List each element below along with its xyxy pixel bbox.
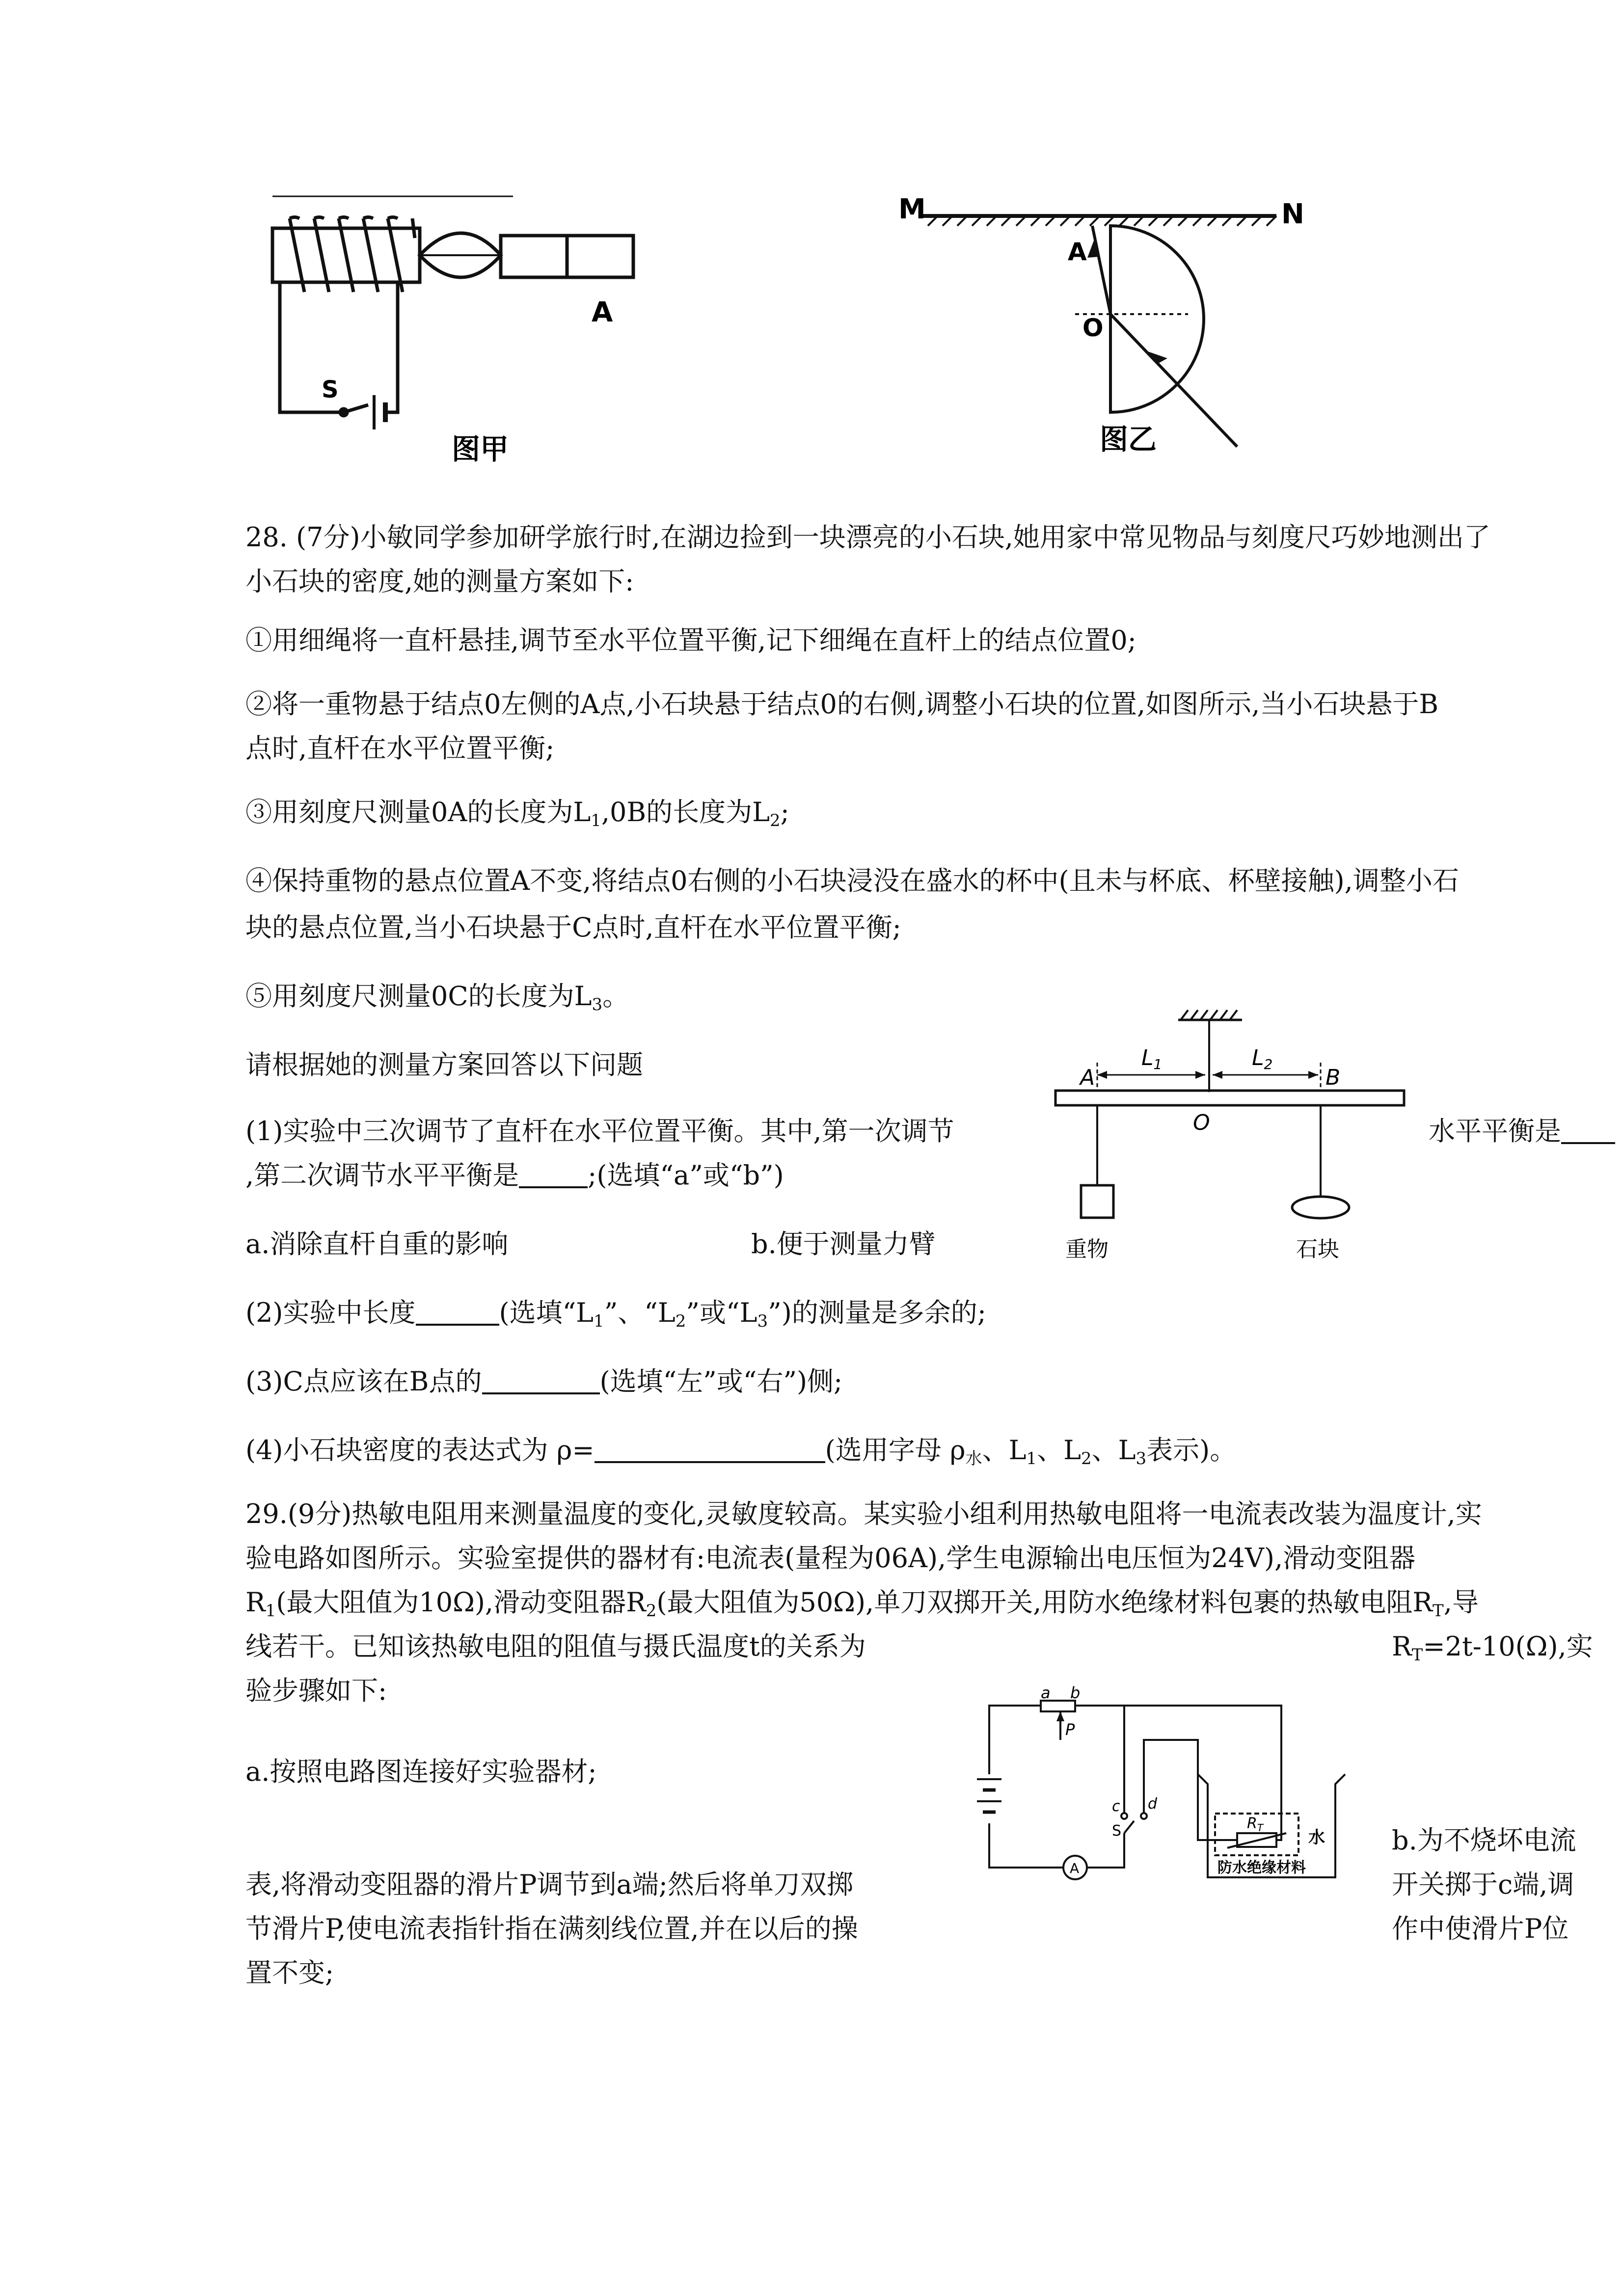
q28-step4-2: 块的悬点位置,当小石块悬于C点时,直杆在水平位置平衡;: [245, 912, 901, 943]
lever-label-L2: L2: [1252, 1045, 1273, 1072]
semicircle-glass: [1110, 226, 1204, 412]
lever-label-O: O: [1193, 1110, 1210, 1135]
circuit-label-a: a: [1041, 1686, 1051, 1702]
blank-2[interactable]: [519, 1157, 588, 1188]
q28-step1: ①用细绳将一直杆悬挂,调节至水平位置平衡,记下细绳在直杆上的结点位置0;: [245, 625, 1136, 656]
q29-line3: $R_1$(最大阻值为10Ω),滑动变阻器$R_2$(最大阻值为50Ω),单刀双掷开关,用防水绝缘材料包裹的热敏电阻$R_T$,导: [245, 1587, 1479, 1621]
label-N: N: [1281, 198, 1304, 230]
figure-circuit: [972, 1686, 1380, 1907]
lever-stone-label: 石块: [1296, 1237, 1339, 1262]
wire-right: [388, 282, 398, 412]
q28-part3: (3)C点应该在B点的 (选填“左”或“右”)侧;: [245, 1357, 842, 1406]
q29-line5: 验步骤如下:: [245, 1675, 387, 1706]
q28-step5: ⑤用刻度尺测量0C的长度为$L_3$。: [245, 981, 629, 1015]
caption-jia: 图甲: [452, 432, 509, 466]
q29-step-b-right1: b.为不烧坏电流: [1392, 1825, 1576, 1856]
q29-step-b-left2: 节滑片P,使电流表指针指在满刻线位置,并在以后的操: [245, 1913, 858, 1944]
wire-top-mid: [1075, 1706, 1124, 1814]
wire-bottom-left: [989, 1823, 1063, 1868]
weight-block: [1081, 1185, 1113, 1218]
circuit-label-c: c: [1112, 1798, 1120, 1815]
label-M: M: [898, 193, 926, 225]
q28-intro-1: 28. (7分)小敏同学参加研学旅行时,在湖边捡到一块漂亮的小石块,她用家中常见物品与刻度尺巧妙地测出了: [245, 522, 1490, 553]
lever-label-L1: L1: [1141, 1045, 1163, 1072]
q28-option-b: b.便于测量力臂: [751, 1228, 936, 1259]
blank-1[interactable]: [1561, 1113, 1615, 1144]
circuit-label-water: 水: [1308, 1828, 1325, 1847]
q29-line4-b: $R_T=2t-10(\Omega)$,实: [1392, 1631, 1593, 1665]
q28-prompt: 请根据她的测量方案回答以下问题: [245, 1049, 643, 1080]
q28-part2: (2)实验中长度 (选填“$L_1$”、“$L_2$”或“$L_3$”)的测量是多余的;: [245, 1288, 986, 1346]
arrow-incident: [1146, 351, 1167, 364]
figure-lever: [1046, 1001, 1419, 1276]
stone: [1292, 1197, 1349, 1218]
q28-step2-1: ②将一重物悬于结点0左侧的A点,小石块悬于结点0的右侧,调整小石块的位置,如图所示,当小石块悬于B: [245, 689, 1439, 720]
q29-line4-a: 线若干。已知该热敏电阻的阻值与摄氏温度t的关系为: [245, 1631, 866, 1662]
q28-step3: ③用刻度尺测量0A的长度为$L_1,0B$的长度为$L_2$;: [245, 797, 789, 830]
lever-label-B: B: [1325, 1065, 1341, 1090]
q28-option-a: a.消除直杆自重的影响: [245, 1228, 509, 1259]
circuit-label-b: b: [1070, 1686, 1081, 1702]
wire-d: [1144, 1740, 1198, 1833]
caption-yi: 图乙: [1100, 423, 1157, 456]
q28-part1-a: (1)实验中三次调节了直杆在水平位置平衡。其中,第一次调节: [245, 1116, 954, 1147]
rheostat: [1041, 1701, 1075, 1711]
blank-3[interactable]: [416, 1294, 499, 1326]
q29-step-b-left1: 表,将滑动变阻器的滑片P调节到a端;然后将单刀双掷: [245, 1869, 853, 1900]
q28-step2-2: 点时,直杆在水平位置平衡;: [245, 733, 555, 764]
circuit-label-ammeter: A: [1070, 1860, 1080, 1876]
label-A-yi: A: [1068, 238, 1087, 266]
circuit-label-P: P: [1065, 1720, 1075, 1739]
q29-step-b-left3: 置不变;: [245, 1957, 334, 1988]
q29-step-b-right3: 作中使滑片P位: [1392, 1913, 1569, 1944]
blank-4[interactable]: [482, 1363, 600, 1394]
q28-intro-2: 小石块的密度,她的测量方案如下:: [245, 566, 634, 597]
q29-step-b-right2: 开关掷于c端,调: [1392, 1869, 1574, 1900]
label-S: S: [322, 376, 339, 403]
label-O-yi: O: [1082, 314, 1104, 342]
blank-5[interactable]: [595, 1432, 825, 1463]
q28-part4: (4)小石块密度的表达式为 ρ= (选用字母 $\rho_水$、$L_1$、$L_2$、$L_3$表示)。: [245, 1426, 1236, 1483]
lever-rod: [1055, 1091, 1404, 1105]
q29-line1: 29.(9分)热敏电阻用来测量温度的变化,灵敏度较高。某实验小组利用热敏电阻将一电流表改装为温度计,实: [245, 1498, 1482, 1529]
circuit-label-S: S: [1112, 1822, 1122, 1840]
circuit-label-d: d: [1148, 1795, 1158, 1813]
q28-step4-1: ④保持重物的悬点位置A不变,将结点0右侧的小石块浸没在盛水的杯中(且未与杯底、杯壁接触),调整小石: [245, 865, 1459, 896]
q28-part1-b: 水平平衡是: [1429, 1107, 1615, 1156]
lever-label-A: A: [1080, 1065, 1095, 1090]
q29-step-a: a.按照电路图连接好实验器材;: [245, 1756, 597, 1787]
wire-top-left: [989, 1706, 1041, 1774]
figure-yi: [898, 189, 1311, 464]
lever-weight-label: 重物: [1065, 1237, 1109, 1262]
q29-line2: 验电路如图所示。实验室提供的器材有:电流表(量程为06A),学生电源输出电压恒为24V),滑动变阻器: [245, 1543, 1416, 1574]
figure-jia: [245, 189, 736, 469]
circuit-label-RT: $R_T$: [1247, 1815, 1264, 1834]
circuit-label-insulation: 防水绝缘材料: [1217, 1859, 1306, 1876]
reflected-ray: [1092, 226, 1110, 314]
label-A: A: [592, 296, 613, 328]
q28-part1-c: ,第二次调节水平平衡是 ;(选填“a”或“b”): [245, 1151, 784, 1200]
